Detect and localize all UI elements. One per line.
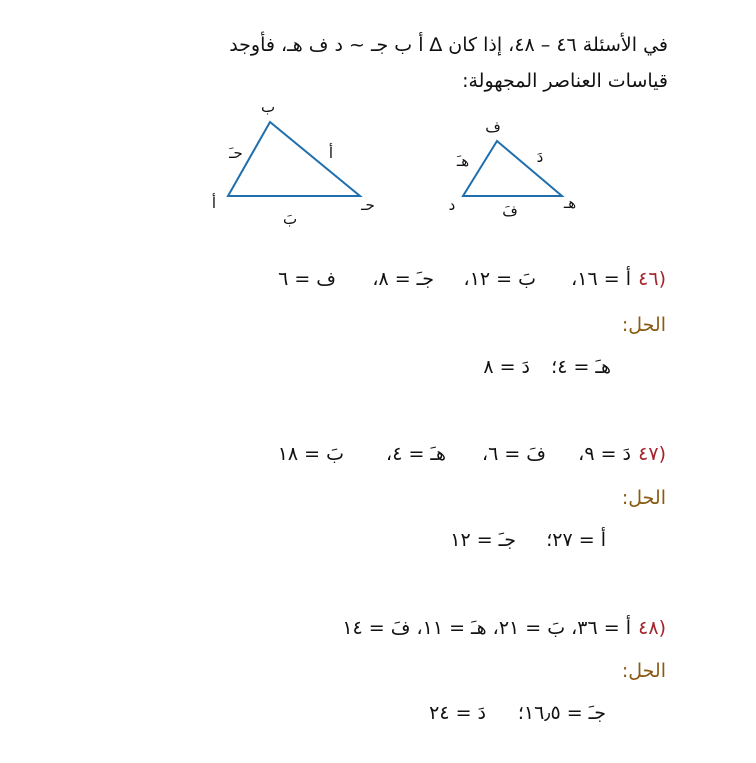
q47-answer-2: جـَ = ١٢ <box>450 529 516 551</box>
triangle-dfh <box>463 141 562 196</box>
q46-answer-1: هـَ = ٤؛ <box>551 356 611 378</box>
small-side-left: هـَ <box>456 152 470 170</box>
big-side-right: أ <box>328 144 334 162</box>
q46-part-2: بَ = ١٢، <box>463 268 536 290</box>
q46-answer-2: دَ = ٨ <box>483 356 530 378</box>
q48-answer-2: دَ = ٢٤ <box>429 702 486 724</box>
small-side-right: دَ <box>536 148 544 166</box>
q46-part-4: ف = ٦ <box>278 268 336 290</box>
q47-number: ٤٧) <box>638 443 666 465</box>
big-side-left: حـَ <box>229 144 243 162</box>
q47-solution-label: الحل: <box>621 487 666 509</box>
q47-answer-1: أ = ٢٧؛ <box>546 529 606 551</box>
q48-answer-1: جـَ = ١٦٫٥؛ <box>517 702 606 724</box>
small-vertex-top: ف <box>485 118 501 136</box>
small-vertex-left: د <box>448 196 456 214</box>
q48-solution-label: الحل: <box>621 660 666 682</box>
similar-triangles-figure <box>0 0 756 250</box>
big-vertex-top: ب <box>260 98 276 116</box>
intro-line-1: في الأسئلة ٤٦ – ٤٨، إذا كان ∆ أ ب جـ ~ د ف هـ، فأوجد <box>229 34 668 56</box>
q48-parts: أ = ٣٦، بَ = ٢١، هـَ = ١١، فَ = ١٤ <box>342 617 631 639</box>
q46-part-3: جـَ = ٨، <box>372 268 434 290</box>
small-side-bottom: فَ <box>502 202 518 220</box>
q47-part-2: فَ = ٦، <box>481 443 546 465</box>
big-vertex-left: أ <box>211 194 217 212</box>
intro-line-2: قياسات العناصر المجهولة: <box>462 70 668 92</box>
small-vertex-right: هـ <box>563 194 577 212</box>
triangle-abc <box>228 122 360 196</box>
q47-part-3: هـَ = ٤، <box>386 443 446 465</box>
q46-solution-label: الحل: <box>621 314 666 336</box>
q47-part-1: دَ = ٩، <box>578 443 631 465</box>
big-vertex-right: حـ <box>361 196 375 214</box>
q48-number: ٤٨) <box>638 617 666 639</box>
q46-number: ٤٦) <box>638 268 666 290</box>
q47-part-4: بَ = ١٨ <box>277 443 344 465</box>
q46-part-1: أ = ١٦، <box>571 268 631 290</box>
big-side-bottom: بَ <box>282 210 298 228</box>
